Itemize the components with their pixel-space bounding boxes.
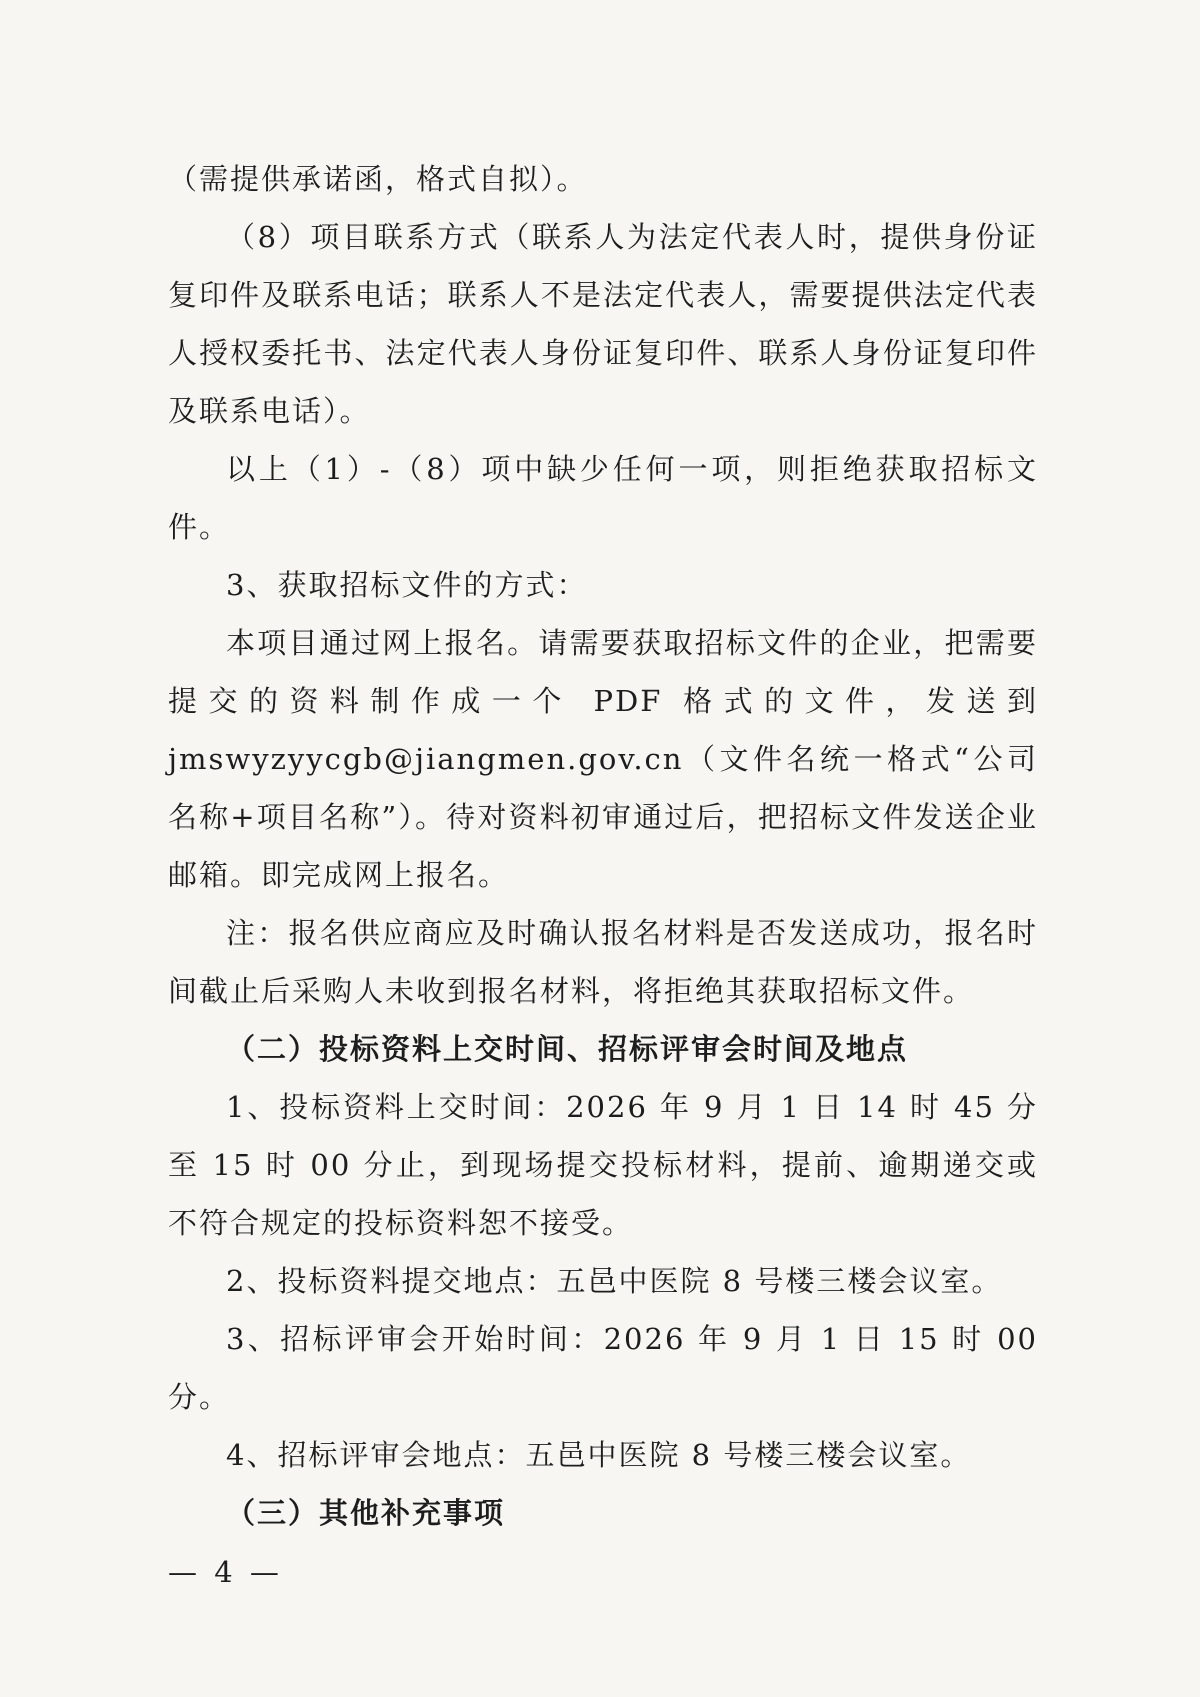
paragraph-submission-time: 1、投标资料上交时间：2026 年 9 月 1 日 14 时 45 分至 15 时 00 分止，到现场提交投标材料，提前、逾期递交或不符合规定的投标资料恕不接受。 xyxy=(168,1090,1038,1240)
heading-section-two: （二）投标资料上交时间、招标评审会时间及地点 xyxy=(226,1032,909,1066)
paragraph-review-start-time: 3、招标评审会开始时间：2026 年 9 月 1 日 15 时 00 分。 xyxy=(168,1322,1038,1414)
paragraph-item-8-contact: （8）项目联系方式（联系人为法定代表人时，提供身份证复印件及联系电话；联系人不是法定代表人，需要提供法定代表人授权委托书、法定代表人身份证复印件、联系人身份证复印件及联系电话）。 xyxy=(168,220,1038,428)
paragraph-section-3-title: 3、获取招标文件的方式： xyxy=(226,568,588,602)
paragraph-commitment-letter: （需提供承诺函，格式自拟）。 xyxy=(168,162,588,196)
heading-section-three: （三）其他补充事项 xyxy=(226,1496,506,1530)
paragraph-review-location: 4、招标评审会地点：五邑中医院 8 号楼三楼会议室。 xyxy=(226,1438,972,1472)
paragraph-submission-location: 2、投标资料提交地点：五邑中医院 8 号楼三楼会议室。 xyxy=(226,1264,1003,1298)
paragraph-online-registration: 本项目通过网上报名。请需要获取招标文件的企业，把需要提交的资料制作成一个 PDF 格式的文件，发送到 jmswyzyycgb@jiangmen.gov.cn（文件名统一格式“公司名称+项目名称”）。待对资料初审通过后，把招标文件发送企业邮箱。即完成网上报名。 xyxy=(168,626,1038,892)
page-number: — 4 — xyxy=(168,1555,283,1589)
document-body xyxy=(168,150,1038,1542)
paragraph-missing-items-note: 以上（1）-（8）项中缺少任何一项，则拒绝获取招标文件。 xyxy=(168,452,1038,544)
paragraph-registration-note: 注：报名供应商应及时确认报名材料是否发送成功，报名时间截止后采购人未收到报名材料，将拒绝其获取招标文件。 xyxy=(168,916,1038,1008)
